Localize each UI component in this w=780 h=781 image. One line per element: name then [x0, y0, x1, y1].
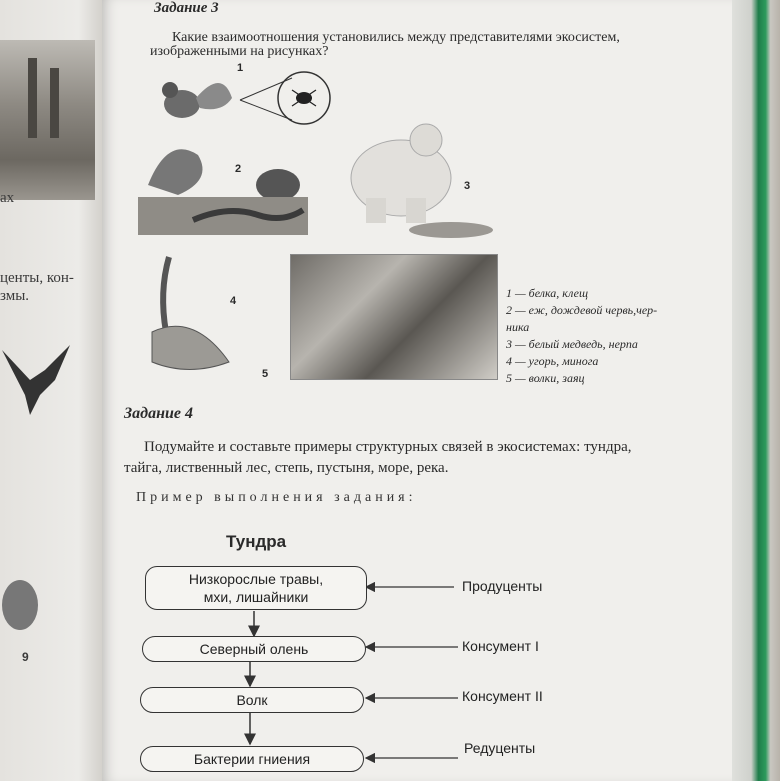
left-text-fragment: змы.: [0, 288, 30, 304]
legend-item: 2 — еж, дождевой червь,чер-: [506, 303, 658, 317]
legend-item: 1 — белка, клещ: [506, 286, 589, 300]
box-text: мхи, лишайники: [203, 589, 309, 605]
legend-item: ника: [506, 320, 530, 334]
diagram-box-consumer-1: Северный олень: [142, 636, 366, 662]
left-page-number: 9: [22, 650, 29, 664]
right-page: [102, 0, 734, 781]
figure-legend: [506, 285, 657, 387]
eel-lamprey-illustration: [144, 252, 237, 378]
left-page: [0, 0, 112, 781]
role-producers: Продуценты: [462, 578, 543, 594]
diagram-box-decomposers: Бактерии гниения: [140, 746, 364, 772]
legend-item: 3 — белый медведь, нерпа: [506, 337, 638, 351]
role-consumer-1: Консумент I: [462, 638, 539, 654]
legend-item: 5 — волки, заяц: [506, 371, 585, 385]
role-consumer-2: Консумент II: [462, 688, 543, 704]
figure-number-2: 2: [235, 163, 242, 175]
diagram-box-producers: [145, 566, 367, 610]
figure-number-5: 5: [262, 368, 269, 380]
landscape-photo: [0, 40, 95, 200]
task3-title: Задание 3: [154, 0, 219, 16]
polar-bear-seal-illustration: [346, 118, 496, 243]
task3-question-line2: изображенными на рисунках?: [150, 44, 329, 59]
book-cover-edge: [732, 0, 780, 781]
figure-number-1: 1: [237, 62, 244, 74]
hedgehog-worm-illustration: [138, 135, 308, 235]
role-decomposers: Редуценты: [464, 740, 536, 756]
left-text-fragment: ах: [0, 190, 15, 206]
wolves-hare-photo: [290, 254, 498, 380]
shell-icon: [0, 570, 50, 640]
box-text: Низкорослые травы,: [188, 571, 324, 587]
eagle-icon: [0, 340, 80, 420]
figure-number-3: 3: [464, 180, 471, 192]
task4-text-line1: Подумайте и составьте примеры структурных связей в экосистемах: тундра,: [144, 439, 632, 455]
column-shape: [28, 58, 37, 138]
task3-question-line1: Какие взаимоотношения установились между представителями экосистем,: [172, 30, 620, 45]
column-shape: [50, 68, 59, 138]
diagram-title: Тундра: [226, 532, 287, 551]
legend-item: 4 — угорь, минога: [506, 354, 599, 368]
example-label: Пример выполнения задания:: [136, 490, 417, 505]
left-text-fragment: центы, кон-: [0, 270, 74, 286]
diagram-box-consumer-2: Волк: [140, 687, 364, 713]
task4-text-line2: тайга, лиственный лес, степь, пустыня, море, река.: [124, 460, 449, 476]
figure-number-4: 4: [230, 295, 237, 307]
task4-title: Задание 4: [124, 405, 193, 422]
